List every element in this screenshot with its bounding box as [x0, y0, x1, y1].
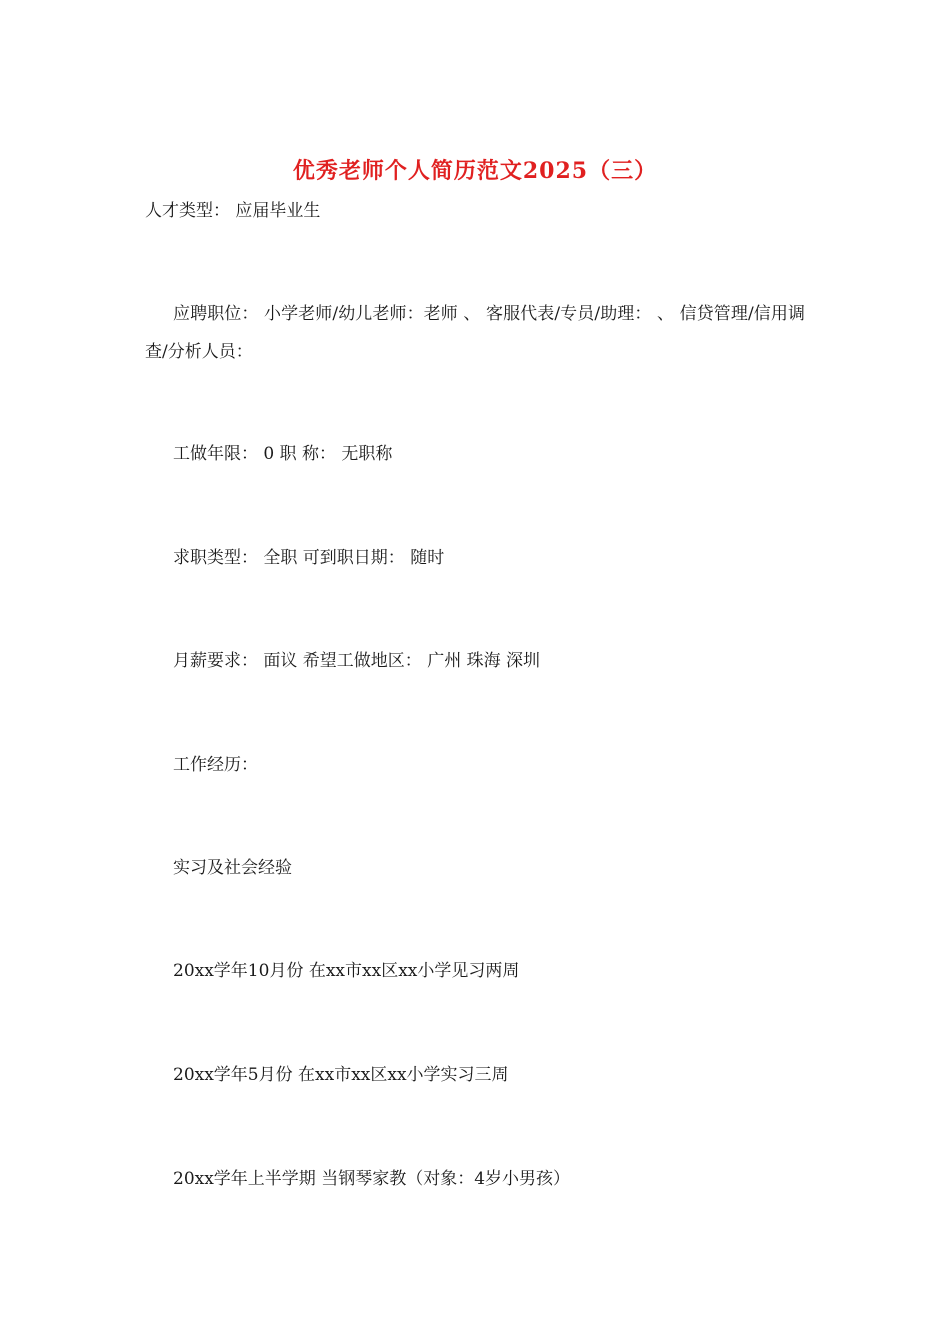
work-years-line: 工做年限： 0 职 称： 无职称 — [173, 444, 393, 464]
salary-line: 月薪要求： 面议 希望工做地区： 广州 珠海 深圳 — [173, 651, 541, 671]
work-history-heading: 工作经历： — [173, 755, 258, 775]
position-paragraph: 应聘职位： 小学老师/幼儿老师：老师 、 客服代表/专员/助理： 、 信贷管理/信用调查/分析人员： — [145, 304, 805, 362]
document-title: 优秀老师个人简历范文2025（三） — [292, 158, 658, 184]
experience-item-1: 20xx学年10月份 在xx市xx区xx小学见习两周 — [173, 961, 520, 981]
job-type-line: 求职类型： 全职 可到职日期： 随时 — [173, 548, 445, 568]
experience-item-3: 20xx学年上半学期 当钢琴家教（对象：4岁小男孩） — [173, 1169, 571, 1189]
experience-item-2: 20xx学年5月份 在xx市xx区xx小学实习三周 — [173, 1065, 509, 1085]
internship-heading: 实习及社会经验 — [173, 858, 292, 878]
talent-type-line: 人才类型： 应届毕业生 — [145, 201, 321, 221]
